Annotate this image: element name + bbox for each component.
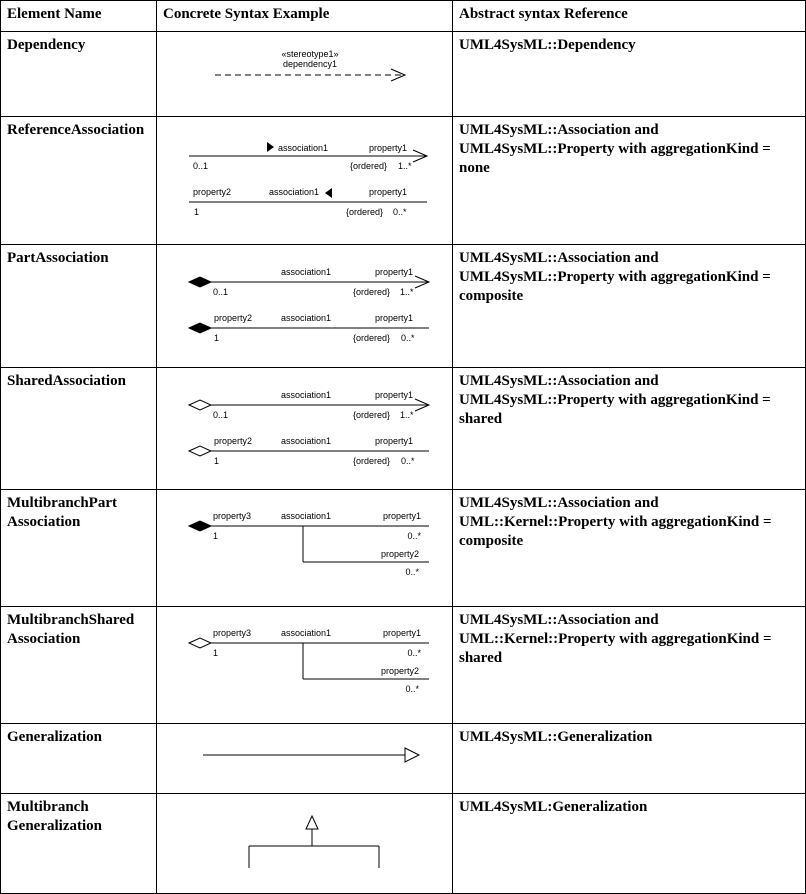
multiplicity-label: 0..1 xyxy=(213,287,229,297)
multiplicity-label: 0..* xyxy=(393,207,407,217)
property-label: property1 xyxy=(374,313,413,323)
property-label: property1 xyxy=(374,436,413,446)
header-row xyxy=(1,1,806,32)
element-name: MultibranchShared Association xyxy=(1,607,157,724)
element-name: Generalization xyxy=(1,724,157,794)
element-name: MultibranchPart Association xyxy=(1,490,157,607)
multiplicity-label: 1..* xyxy=(400,410,414,420)
concrete-syntax-generalization xyxy=(157,724,453,794)
ordered-label: {ordered} xyxy=(350,161,388,171)
header-element-name: Element Name xyxy=(1,1,157,32)
association-label: association1 xyxy=(281,628,332,638)
table-row xyxy=(1,794,806,894)
shared-association-diagram xyxy=(157,368,467,490)
ordered-label: {ordered} xyxy=(353,456,391,466)
table-row xyxy=(1,368,806,490)
hollow-triangle-arrowhead-icon xyxy=(306,816,318,829)
abstract-reference: UML4SysML::Association and UML4SysML::Property with aggregationKind = none xyxy=(453,117,806,245)
multiplicity-label: 0..* xyxy=(401,456,415,466)
reference-association-diagram xyxy=(157,117,467,245)
table-row xyxy=(1,245,806,368)
table-row xyxy=(1,117,806,245)
multiplicity-label: 0..* xyxy=(407,648,421,658)
part-association-diagram xyxy=(157,245,467,368)
multiplicity-label: 0..* xyxy=(405,567,419,577)
property-label: property2 xyxy=(214,313,253,323)
ordered-label: {ordered} xyxy=(353,333,391,343)
dependency-label: dependency1 xyxy=(282,59,338,69)
property-label: property2 xyxy=(193,187,232,197)
hollow-diamond-icon xyxy=(189,400,211,410)
generalization-diagram xyxy=(157,724,467,794)
ordered-label: {ordered} xyxy=(353,410,391,420)
association-label: association1 xyxy=(278,143,329,153)
multiplicity-label: 0..* xyxy=(401,333,415,343)
table-row xyxy=(1,724,806,794)
multiplicity-label: 1 xyxy=(194,207,200,217)
element-name: ReferenceAssociation xyxy=(1,117,157,245)
multiplicity-label: 0..* xyxy=(407,531,421,541)
direction-triangle-icon xyxy=(325,188,332,198)
multiplicity-label: 1 xyxy=(214,333,220,343)
ordered-label: {ordered} xyxy=(353,287,391,297)
element-name: Multibranch Generalization xyxy=(1,794,157,894)
filled-diamond-icon xyxy=(189,521,211,531)
header-abstract-reference: Abstract syntax Reference xyxy=(453,1,806,32)
abstract-reference: UML4SysML::Dependency xyxy=(453,32,806,117)
association-label: association1 xyxy=(281,267,332,277)
property-label: property2 xyxy=(380,666,419,676)
property-label: property2 xyxy=(214,436,253,446)
element-name: Dependency xyxy=(1,32,157,117)
property-label: property1 xyxy=(382,511,421,521)
element-name: SharedAssociation xyxy=(1,368,157,490)
property-label: property3 xyxy=(213,628,252,638)
property-label: property1 xyxy=(368,143,407,153)
multiplicity-label: 1 xyxy=(214,456,220,466)
ordered-label: {ordered} xyxy=(346,207,384,217)
concrete-syntax-shared-association xyxy=(157,368,453,490)
multiplicity-label: 1 xyxy=(213,531,219,541)
multibranch-shared-association-diagram xyxy=(157,607,467,724)
property-label: property2 xyxy=(380,549,419,559)
property-label: property3 xyxy=(213,511,252,521)
filled-diamond-icon xyxy=(189,277,211,287)
concrete-syntax-multibranch-generalization xyxy=(157,794,453,894)
filled-diamond-icon xyxy=(189,323,211,333)
multiplicity-label: 0..1 xyxy=(213,410,229,420)
multiplicity-label: 0..* xyxy=(405,684,419,694)
table-row xyxy=(1,490,806,607)
property-label: property1 xyxy=(374,390,413,400)
association-label: association1 xyxy=(281,436,332,446)
concrete-syntax-part-association xyxy=(157,245,453,368)
property-label: property1 xyxy=(382,628,421,638)
hollow-triangle-arrowhead-icon xyxy=(405,748,419,762)
abstract-reference: UML4SysML::Association and UML::Kernel::Property with aggregationKind = shared xyxy=(453,607,806,724)
multiplicity-label: 1..* xyxy=(400,287,414,297)
hollow-diamond-icon xyxy=(189,638,211,648)
hollow-diamond-icon xyxy=(189,446,211,456)
multibranch-generalization-diagram xyxy=(157,794,467,894)
multiplicity-label: 1..* xyxy=(398,161,412,171)
property-label: property1 xyxy=(374,267,413,277)
property-label: property1 xyxy=(368,187,407,197)
association-label: association1 xyxy=(269,187,320,197)
stereotype-label: «stereotype1» xyxy=(281,49,339,59)
header-concrete-syntax: Concrete Syntax Example xyxy=(157,1,453,32)
abstract-reference: UML4SysML:Generalization xyxy=(453,794,806,894)
abstract-reference: UML4SysML::Association and UML4SysML::Property with aggregationKind = shared xyxy=(453,368,806,490)
dependency-diagram xyxy=(157,32,467,117)
multiplicity-label: 0..1 xyxy=(193,161,209,171)
multiplicity-label: 1 xyxy=(213,648,219,658)
multibranch-part-association-diagram xyxy=(157,490,467,607)
concrete-syntax-multibranch-shared-association xyxy=(157,607,453,724)
abstract-reference: UML4SysML::Association and UML4SysML::Property with aggregationKind = composite xyxy=(453,245,806,368)
concrete-syntax-dependency xyxy=(157,32,453,117)
concrete-syntax-reference-association xyxy=(157,117,453,245)
element-name: PartAssociation xyxy=(1,245,157,368)
table-row xyxy=(1,32,806,117)
concrete-syntax-multibranch-part-association xyxy=(157,490,453,607)
association-label: association1 xyxy=(281,390,332,400)
direction-triangle-icon xyxy=(267,142,274,152)
abstract-reference: UML4SysML::Association and UML::Kernel::Property with aggregationKind = composite xyxy=(453,490,806,607)
abstract-reference: UML4SysML::Generalization xyxy=(453,724,806,794)
association-label: association1 xyxy=(281,313,332,323)
association-label: association1 xyxy=(281,511,332,521)
table-row xyxy=(1,607,806,724)
